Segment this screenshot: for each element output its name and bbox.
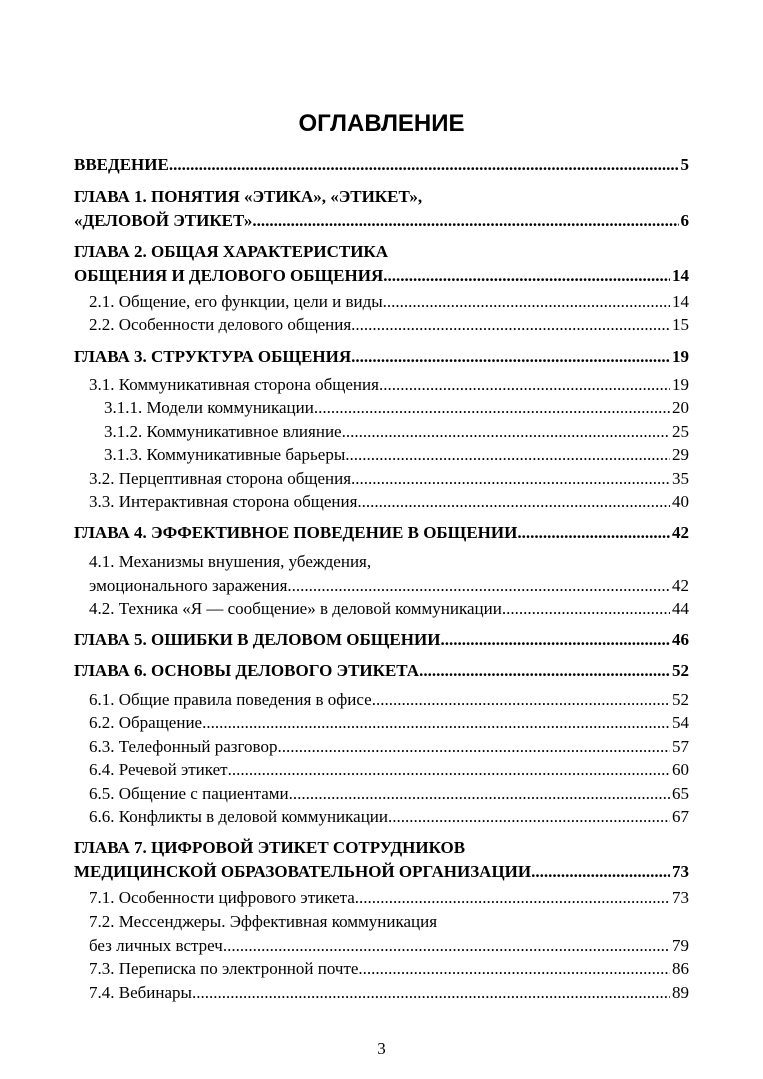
toc-page-number: 73 bbox=[672, 862, 689, 881]
toc-entry-title: ГЛАВА 4. ЭФФЕКТИВНОЕ ПОВЕДЕНИЕ В ОБЩЕНИИ bbox=[74, 523, 518, 542]
leader-dots bbox=[277, 735, 670, 759]
toc-page-number: 57 bbox=[672, 737, 689, 756]
toc-page-number: 52 bbox=[672, 690, 689, 709]
toc-page-number: 15 bbox=[672, 315, 689, 334]
toc-page-number: 86 bbox=[672, 959, 689, 978]
toc-page-number: 29 bbox=[672, 445, 689, 464]
leader-dots bbox=[372, 688, 670, 712]
toc-entry-section-3-2[interactable] bbox=[89, 467, 689, 491]
toc-entry-chapter-5[interactable] bbox=[74, 628, 689, 652]
leader-dots bbox=[388, 805, 670, 829]
leader-dots bbox=[358, 957, 670, 981]
toc-entry-title: ОБЩЕНИЯ И ДЕЛОВОГО ОБЩЕНИЯ bbox=[74, 266, 384, 285]
leader-dots bbox=[517, 521, 670, 545]
leader-dots bbox=[314, 396, 670, 420]
toc-page-number: 19 bbox=[672, 375, 689, 394]
toc-page-number: 54 bbox=[672, 713, 689, 732]
leader-dots bbox=[342, 420, 670, 444]
toc-entry-section-6-5[interactable] bbox=[89, 782, 689, 806]
toc-entry-title: эмоционального заражения bbox=[89, 576, 288, 595]
toc-page-number: 25 bbox=[672, 422, 689, 441]
toc-entry-title: МЕДИЦИНСКОЙ ОБРАЗОВАТЕЛЬНОЙ ОРГАНИЗАЦИИ bbox=[74, 862, 532, 881]
toc-entry-title: 3.2. Перцептивная сторона общения bbox=[89, 469, 352, 488]
toc-entry-title: 7.3. Переписка по электронной почте bbox=[89, 959, 359, 978]
toc-entry-section-6-4[interactable] bbox=[89, 758, 689, 782]
toc-entry-title: без личных встреч bbox=[89, 936, 223, 955]
toc-entry-section-6-1[interactable] bbox=[89, 688, 689, 712]
leader-dots bbox=[419, 659, 670, 683]
toc-entry-section-4-2[interactable] bbox=[89, 597, 689, 621]
leader-dots bbox=[169, 153, 679, 177]
leader-dots bbox=[351, 467, 670, 491]
leader-dots bbox=[351, 345, 670, 369]
leader-dots bbox=[440, 628, 670, 652]
toc-entry-title: 4.2. Техника «Я — сообщение» в деловой коммуникации bbox=[89, 599, 502, 618]
leader-dots bbox=[502, 597, 670, 621]
toc-entry-chapter-7[interactable] bbox=[74, 836, 689, 884]
toc-entry-section-7-4[interactable] bbox=[89, 981, 689, 1005]
toc-entry-introduction[interactable] bbox=[74, 153, 689, 177]
toc-entry-title: 7.4. Вебинары bbox=[89, 983, 192, 1002]
leader-dots bbox=[379, 373, 670, 397]
toc-page-number: 40 bbox=[672, 492, 689, 511]
toc-entry-title: 3.1.2. Коммуникативное влияние bbox=[104, 422, 342, 441]
leader-dots bbox=[531, 860, 670, 884]
toc-entry-title: ВВЕДЕНИЕ bbox=[74, 155, 169, 174]
toc-page-number: 89 bbox=[672, 983, 689, 1002]
leader-dots bbox=[345, 443, 670, 467]
toc-entry-title-line: ГЛАВА 2. ОБЩАЯ ХАРАКТЕРИСТИКА bbox=[74, 242, 389, 261]
toc-entry-title: 3.1.1. Модели коммуникации bbox=[104, 398, 314, 417]
toc-page-number: 35 bbox=[672, 469, 689, 488]
leader-dots bbox=[228, 758, 670, 782]
toc-entry-title-line: ГЛАВА 1. ПОНЯТИЯ «ЭТИКА», «ЭТИКЕТ», bbox=[74, 187, 423, 206]
toc-page-number: 52 bbox=[672, 661, 689, 680]
toc-entry-section-2-1[interactable] bbox=[89, 290, 689, 314]
leader-dots bbox=[223, 934, 670, 958]
leader-dots bbox=[383, 264, 670, 288]
leader-dots bbox=[289, 782, 670, 806]
toc-entry-title: 6.3. Телефонный разговор bbox=[89, 737, 278, 756]
leader-dots bbox=[202, 711, 670, 735]
toc-entry-title: 3.3. Интерактивная сторона общения bbox=[89, 492, 358, 511]
leader-dots bbox=[287, 574, 670, 598]
toc-entry-section-6-6[interactable] bbox=[89, 805, 689, 829]
toc-page-number: 73 bbox=[672, 888, 689, 907]
toc-entry-chapter-3[interactable] bbox=[74, 345, 689, 369]
toc-entry-chapter-2[interactable] bbox=[74, 240, 689, 288]
toc-page-number: 67 bbox=[672, 807, 689, 826]
toc-entry-chapter-6[interactable] bbox=[74, 659, 689, 683]
toc-entry-section-7-3[interactable] bbox=[89, 957, 689, 981]
toc-entry-section-2-2[interactable] bbox=[89, 313, 689, 337]
toc-entry-chapter-4[interactable] bbox=[74, 521, 689, 545]
leader-dots bbox=[252, 209, 678, 233]
toc-entry-title-line: ГЛАВА 7. ЦИФРОВОЙ ЭТИКЕТ СОТРУДНИКОВ bbox=[74, 838, 466, 857]
toc-page-number: 42 bbox=[672, 576, 689, 595]
toc-entry-title: 7.1. Особенности цифрового этикета bbox=[89, 888, 355, 907]
toc-page-number: 5 bbox=[680, 155, 689, 174]
toc-entry-title: 6.6. Конфликты в деловой коммуникации bbox=[89, 807, 388, 826]
toc-entry-title: ГЛАВА 3. СТРУКТУРА ОБЩЕНИЯ bbox=[74, 347, 352, 366]
toc-entry-title-line: 4.1. Механизмы внушения, убеждения, bbox=[89, 552, 372, 571]
toc-page-number: 6 bbox=[680, 211, 689, 230]
toc-entry-section-3-1[interactable] bbox=[89, 373, 689, 397]
toc-entry-title: 6.5. Общение с пациентами bbox=[89, 784, 289, 803]
toc-page-number: 14 bbox=[672, 266, 689, 285]
toc-entry-title: 6.1. Общие правила поведения в офисе bbox=[89, 690, 372, 709]
toc-entry-title: 2.2. Особенности делового общения bbox=[89, 315, 352, 334]
toc-entry-title: ГЛАВА 5. ОШИБКИ В ДЕЛОВОМ ОБЩЕНИИ bbox=[74, 630, 441, 649]
toc-entry-section-3-3[interactable] bbox=[89, 490, 689, 514]
toc-page-number: 60 bbox=[672, 760, 689, 779]
toc-entry-section-6-3[interactable] bbox=[89, 735, 689, 759]
page-title: ОГЛАВЛЕНИЕ bbox=[298, 110, 465, 137]
toc-entry-title: 6.2. Обращение bbox=[89, 713, 203, 732]
toc-page-number: 79 bbox=[672, 936, 689, 955]
toc-entry-title: 2.1. Общение, его функции, цели и виды bbox=[89, 292, 383, 311]
toc-entry-chapter-1[interactable] bbox=[74, 185, 689, 233]
toc-entry-section-6-2[interactable] bbox=[89, 711, 689, 735]
toc-entry-section-3-1-2[interactable] bbox=[104, 420, 689, 444]
toc-page-number: 46 bbox=[672, 630, 689, 649]
toc-entry-section-3-1-3[interactable] bbox=[104, 443, 689, 467]
toc-page-number: 19 bbox=[672, 347, 689, 366]
leader-dots bbox=[355, 886, 670, 910]
toc-entry-section-7-2[interactable] bbox=[89, 910, 689, 958]
toc-entry-title: ГЛАВА 6. ОСНОВЫ ДЕЛОВОГО ЭТИКЕТА bbox=[74, 661, 420, 680]
toc-entry-section-7-1[interactable] bbox=[89, 886, 689, 910]
leader-dots bbox=[383, 290, 670, 314]
leader-dots bbox=[192, 981, 670, 1005]
page-number: 3 bbox=[377, 1039, 386, 1058]
toc-entry-title: 3.1. Коммуникативная сторона общения bbox=[89, 375, 379, 394]
toc-page-number: 42 bbox=[672, 523, 689, 542]
toc-page-number: 20 bbox=[672, 398, 689, 417]
toc-entry-section-3-1-1[interactable] bbox=[104, 396, 689, 420]
toc-entry-title: 6.4. Речевой этикет bbox=[89, 760, 228, 779]
leader-dots bbox=[357, 490, 670, 514]
toc-entry-title: 3.1.3. Коммуникативные барьеры bbox=[104, 445, 346, 464]
toc-page-number: 65 bbox=[672, 784, 689, 803]
toc-entry-section-4-1[interactable] bbox=[89, 550, 689, 598]
leader-dots bbox=[351, 313, 670, 337]
toc-page-number: 44 bbox=[672, 599, 689, 618]
toc-page-number: 14 bbox=[672, 292, 689, 311]
toc-entry-title: «ДЕЛОВОЙ ЭТИКЕТ» bbox=[74, 211, 253, 230]
toc-entry-title-line: 7.2. Мессенджеры. Эффективная коммуникация bbox=[89, 912, 438, 931]
